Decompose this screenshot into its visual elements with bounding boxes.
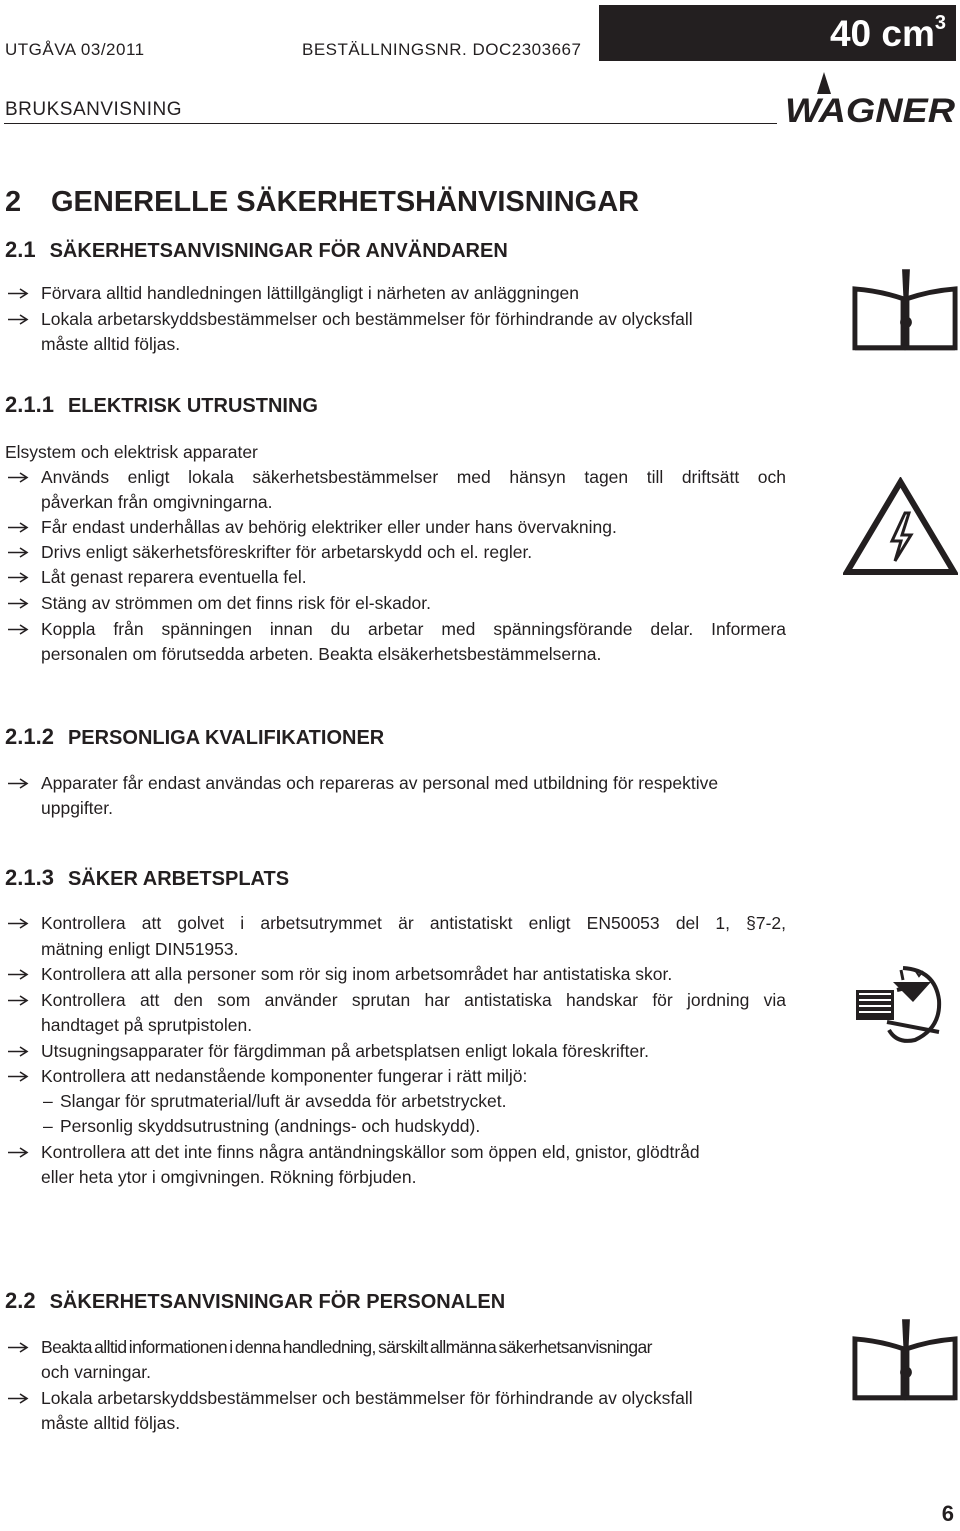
subsection-title: SÄKERHETSANVISNINGAR FÖR PERSONALEN bbox=[49, 1291, 506, 1313]
arrow-bullet-icon bbox=[6, 540, 32, 565]
arrow-bullet-icon bbox=[6, 515, 32, 540]
subsection-2-1-heading bbox=[5, 237, 508, 263]
list-item: Koppla från spänningen innan du arbetar med spänningsförande delar. Informera bbox=[41, 619, 786, 639]
arrow-bullet-icon bbox=[6, 1140, 32, 1165]
list-item: Får endast underhållas av behörig elektriker eller under hans övervakning. bbox=[41, 517, 617, 537]
arrow-bullet-icon bbox=[6, 281, 32, 306]
section-number: 2 bbox=[5, 186, 22, 218]
section-title: GENERELLE SÄKERHETSHÄNVISNINGAR bbox=[51, 186, 640, 218]
header-rule bbox=[4, 123, 777, 124]
manual-label: BRUKSANVISNING bbox=[5, 99, 182, 120]
list-item-continuation: måste alltid följas. bbox=[41, 334, 181, 354]
dash-bullet: – bbox=[43, 1116, 53, 1136]
respirator-mask-icon bbox=[853, 962, 943, 1047]
arrow-bullet-icon bbox=[6, 771, 32, 796]
arrow-bullet-icon bbox=[6, 962, 32, 987]
volume-banner bbox=[599, 5, 956, 61]
subsection-2-1-3-heading bbox=[5, 865, 289, 891]
list-item: Förvara alltid handledningen lättillgängligt i närheten av anläggningen bbox=[41, 283, 580, 303]
high-voltage-warning-icon bbox=[843, 477, 958, 577]
list-item-continuation: påverkan från omgivningarna. bbox=[41, 492, 273, 512]
intro-text: Elsystem och elektrisk apparater bbox=[5, 442, 258, 462]
order-number-label: BESTÄLLNINGSNR. DOC2303667 bbox=[302, 40, 582, 59]
sub-list-item: Personlig skyddsutrustning (andnings- och hudskydd). bbox=[60, 1116, 481, 1136]
list-item-continuation: och varningar. bbox=[41, 1362, 151, 1382]
subsection-2-2-heading bbox=[5, 1288, 505, 1314]
subsection-number: 2.1.2 bbox=[5, 724, 54, 749]
arrow-bullet-icon bbox=[6, 307, 32, 332]
list-item-continuation: uppgifter. bbox=[41, 798, 113, 818]
arrow-bullet-icon bbox=[6, 617, 32, 642]
subsection-number: 2.1.3 bbox=[5, 865, 54, 890]
arrow-bullet-icon bbox=[6, 1039, 32, 1064]
arrow-bullet-icon bbox=[6, 988, 32, 1013]
list-item: Används enligt lokala säkerhetsbestämmelser med hänsyn tagen till driftsätt och bbox=[41, 467, 786, 487]
list-item: Beakta alltid informationen i denna handledning, särskilt allmänna säkerhetsanvisningar bbox=[41, 1337, 652, 1357]
list-item: Kontrollera att nedanstående komponenter fungerar i rätt miljö: bbox=[41, 1066, 528, 1086]
list-item: Kontrollera att det inte finns några antändningskällor som öppen eld, gnistor, glödtråd bbox=[41, 1142, 700, 1162]
arrow-bullet-icon bbox=[6, 1064, 32, 1089]
subsection-title: ELEKTRISK UTRUSTNING bbox=[67, 395, 318, 417]
list-item: Kontrollera att alla personer som rör sig inom arbetsområdet har antistatiska skor. bbox=[41, 964, 673, 984]
read-manual-icon bbox=[851, 1318, 959, 1404]
list-item: Kontrollera att den som använder sprutan har antistatiska handskar för jordning via bbox=[41, 990, 786, 1010]
list-item-continuation: måste alltid följas. bbox=[41, 1413, 181, 1433]
arrow-bullet-icon bbox=[6, 591, 32, 616]
list-item-continuation: mätning enligt DIN51953. bbox=[41, 939, 239, 959]
arrow-bullet-icon bbox=[6, 565, 32, 590]
arrow-bullet-icon bbox=[6, 1386, 32, 1411]
list-item-continuation: eller heta ytor i omgivningen. Rökning förbjuden. bbox=[41, 1167, 417, 1187]
arrow-bullet-icon bbox=[6, 465, 32, 490]
brand-text: WAGNER bbox=[785, 92, 956, 124]
list-item: Drivs enligt säkerhetsföreskrifter för arbetarskydd och el. regler. bbox=[41, 542, 533, 562]
subsection-number: 2.2 bbox=[5, 1288, 36, 1313]
dash-bullet: – bbox=[43, 1091, 53, 1111]
subsection-number: 2.1.1 bbox=[5, 392, 54, 417]
list-item: Apparater får endast användas och repareras av personal med utbildning för respektive bbox=[41, 773, 719, 793]
list-item: Lokala arbetarskyddsbestämmelser och bestämmelser för förhindrande av olycksfall bbox=[41, 1388, 693, 1408]
list-item: Kontrollera att golvet i arbetsutrymmet är antistatiskt enligt EN50053 del 1, §7-2, bbox=[41, 913, 786, 933]
subsection-2-1-1-heading bbox=[5, 392, 318, 418]
list-item: Utsugningsapparater för färgdimman på arbetsplatsen enligt lokala föreskrifter. bbox=[41, 1041, 649, 1061]
subsection-number: 2.1 bbox=[5, 237, 36, 262]
read-manual-icon bbox=[851, 268, 959, 354]
list-item: Lokala arbetarskyddsbestämmelser och bestämmelser för förhindrande av olycksfall bbox=[41, 309, 693, 329]
volume-value: 40 cm bbox=[829, 13, 935, 54]
subsection-title: SÄKER ARBETSPLATS bbox=[67, 868, 290, 890]
subsection-title: SÄKERHETSANVISNINGAR FÖR ANVÄNDAREN bbox=[49, 240, 508, 262]
wagner-logo bbox=[784, 72, 956, 124]
list-item-continuation: personalen om förutsedda arbeten. Beakta elsäkerhetsbestämmelserna. bbox=[41, 644, 602, 664]
list-item: Låt genast reparera eventuella fel. bbox=[41, 567, 307, 587]
section-2-heading bbox=[5, 186, 639, 219]
list-item: Stäng av strömmen om det finns risk för el-skador. bbox=[41, 593, 432, 613]
list-item-continuation: handtaget på sprutpistolen. bbox=[41, 1015, 253, 1035]
subsection-title: PERSONLIGA KVALIFIKATIONER bbox=[67, 727, 385, 749]
page-number: 6 bbox=[941, 1501, 954, 1526]
volume-exponent: 3 bbox=[934, 11, 946, 34]
sub-list-item: Slangar för sprutmaterial/luft är avsedda för arbetstrycket. bbox=[60, 1091, 507, 1111]
edition-label: UTGÅVA 03/2011 bbox=[5, 40, 145, 59]
arrow-bullet-icon bbox=[6, 911, 32, 936]
arrow-bullet-icon bbox=[6, 1335, 32, 1360]
subsection-2-1-2-heading bbox=[5, 724, 384, 750]
